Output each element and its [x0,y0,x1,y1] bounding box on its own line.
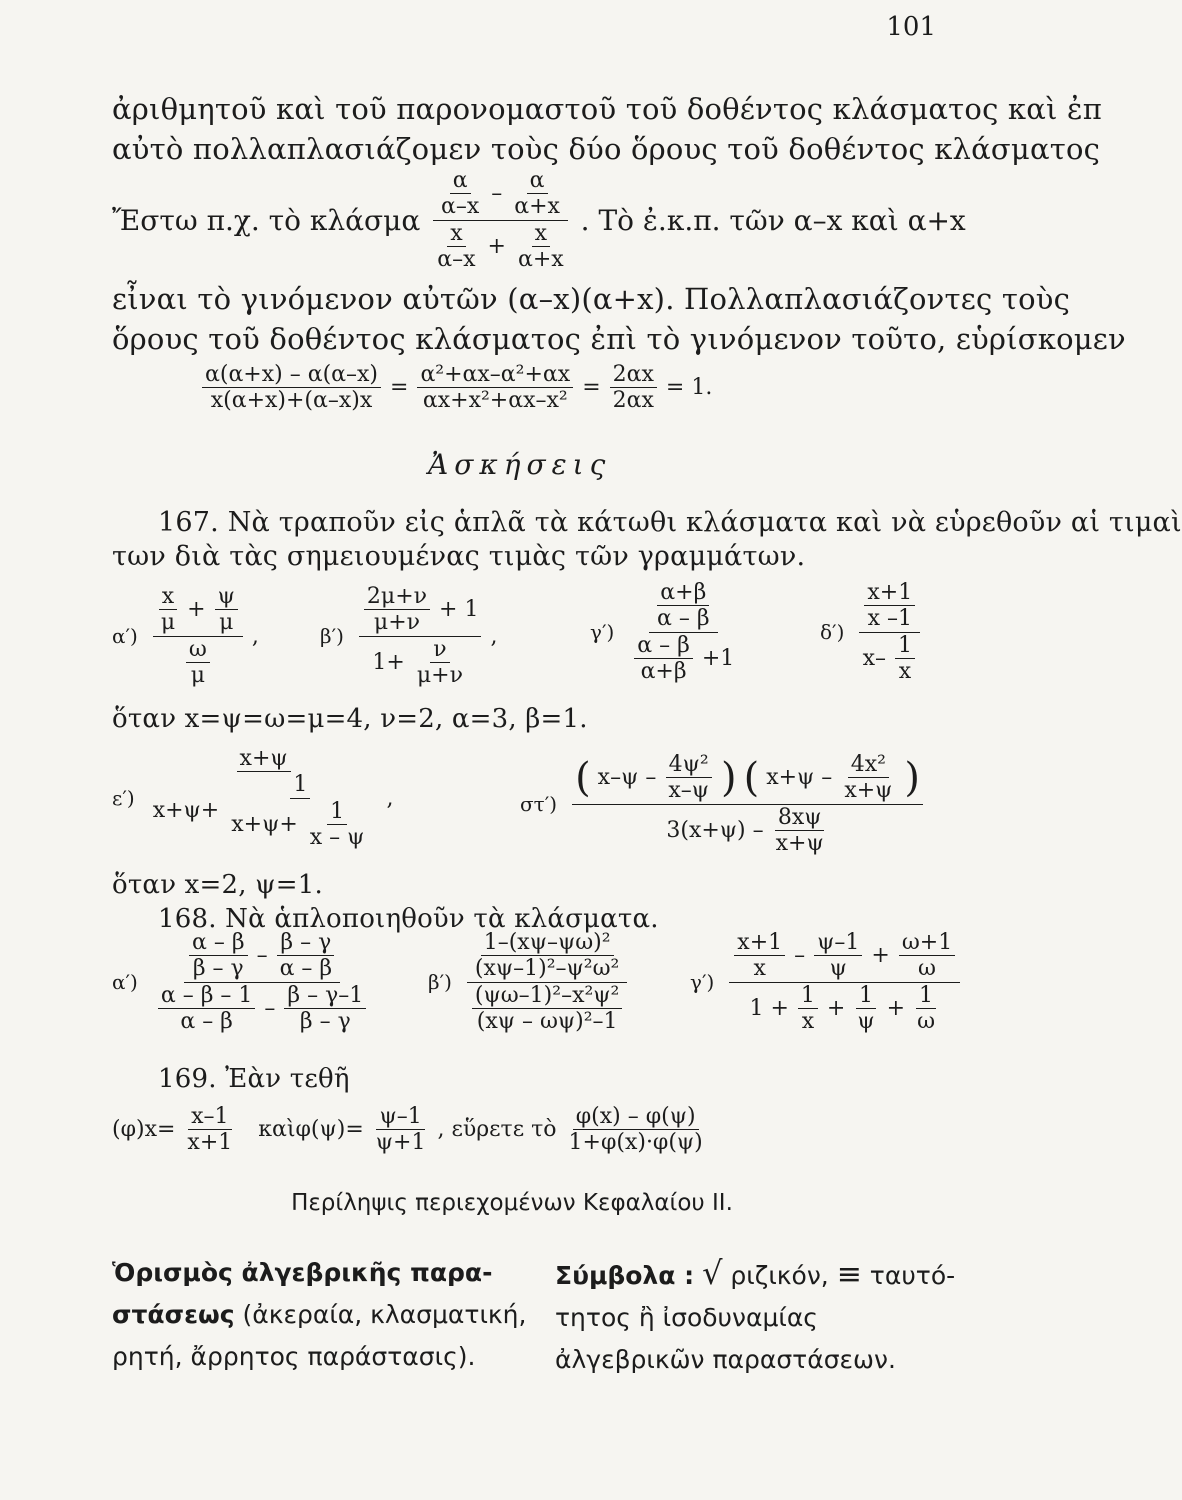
ex167-b: β′) $\frac{2\mu+\nu}{\mu+\nu}$ + 1 1+ $\frac{\nu}{\mu+\nu}$ , [320,584,498,688]
ex168-c: γ′) $\frac{x+1}{x}$ – $\frac{\psi-1}{\psi}$ + $\frac{\omega+1}{\omega}$ 1 + $\frac{1}{x}$ + $\frac{1}{\psi}$ + $\frac{1}{\omega}$ [690,930,962,1034]
summary-right: Σύμβολα : √ ριζικόν, ≡ ταυτό-τητος ἢ ἰσοδυναμίας ἀλγεβρικῶν παραστάσεων. [555,1254,956,1374]
ex167-f: στ′) ( x–ψ – $\frac{\text{4ψ²}}{x-\psi}$ ) ( x+ψ – $\frac{\text{4x²}}{x+\psi}$ ) 3(x+ψ) – $\frac{8x\psi}{x+\psi}$ [520,752,925,856]
ex167-a: α′) $\frac{x}{\mu}$ + $\frac{\psi}{\mu}$ $\frac{\omega}{\mu}$ , [112,584,259,688]
summary-left [112,1252,532,1378]
ex167-when-2: ὅταν x=2, ψ=1. [112,870,323,900]
example-equation: $\frac{\alpha(\alpha+x) - \alpha(\alpha-x)}{x(\alpha+x)+(\alpha-x)x}$ = $\frac{\text{α²+αx–α²+αx}}{\text{αx+x²+αx–x²}}$ = $\frac{2\alpha x}{2\alpha x}$ = 1. [200,362,712,414]
ex167-e: ε′) x+ψ x+ψ+ 1 x+ψ+ $\frac{1}{x - \psi}$ , [112,746,394,850]
text-line-2: αὐτὸ πολλαπλασιάζομεν τοὺς δύο ὅρους τοῦ δοθέντος κλάσματος [112,132,1101,166]
text-line-5: ὅρους τοῦ δοθέντος κλάσματος ἐπὶ τὸ γινόμενον τοῦτο, εὑρίσκομεν [112,322,1126,356]
text-line-1: ἀριθμητοῦ καὶ τοῦ παρονομαστοῦ τοῦ δοθέντος κλάσματος καὶ ἐπ [112,92,1103,126]
root-symbol: √ [702,1254,723,1292]
ex167-d: δ′) $\frac{x+1}{x -1}$ x– $\frac{1}{x}$ [820,580,922,684]
ex168-line-1: 168. Νὰ ἁπλοποιηθοῦν τὰ κλάσματα. [158,904,659,934]
ex167-line-1: 167. Νὰ τραποῦν εἰς ἁπλᾶ τὰ κάτωθι κλάσματα καὶ νὰ εὑρεθοῦν αἱ τιμαὶ [158,507,1182,538]
text-line-3-prefix: Ἔστω π.χ. τὸ κλάσμα [112,203,421,237]
complex-fraction [429,168,571,272]
text-line-4: εἶναι τὸ γινόμενον αὐτῶν (α–x)(α+x). Πολλαπλασιάζοντες τοὺς [112,282,1071,316]
summary-title: Περίληψις περιεχομένων Κεφαλαίου ΙΙ. [291,1190,733,1216]
example-fraction-line [112,168,966,272]
page-number: 101 [886,12,936,42]
ex167-when-1: ὅταν x=ψ=ω=μ=4, ν=2, α=3, β=1. [112,704,588,734]
complex-fraction-numerator: $\frac{\alpha}{\alpha-x}$ – $\frac{\alpha}{\alpha+x}$ [433,168,568,221]
ex169-line-1: 169. Ἐὰν τεθῆ [158,1064,350,1094]
ex169-formula: (φ)x= $\frac{x-1}{x+1}$ καὶφ(ψ)= $\frac{\psi-1}{\psi+1}$ , εὕρετε τὸ $\frac{\varphi(x) - \varphi(\psi)}{1+\varphi(x)\cdot\varphi(\psi)}$ [112,1104,703,1156]
summary-right-bold: Σύμβολα : [555,1261,695,1290]
equiv-symbol: ≡ [836,1257,862,1292]
summary-left-bold: Ὁρισμὸς ἀλγεβρικῆς παρα-στάσεως [112,1258,493,1329]
ex167-c: γ′) $\frac{\alpha+\beta}{\alpha - \beta}$ $\frac{\alpha - \beta}{\alpha+\beta}$ +1 [590,580,735,684]
text-line-3-suffix: . Τὸ ἐ.κ.π. τῶν α–x καὶ α+x [580,203,966,237]
exercises-heading: Ἀσκήσεις [428,448,612,481]
ex167-line-2: των διὰ τὰς σημειουμένας τιμὰς τῶν γραμμάτων. [112,541,806,572]
summary-left-rest: (ἀκεραία, κλασματική, ρητή, ἄρρητος παράστασις). [112,1300,527,1371]
ex168-b: β′) $\frac{\frac{\text{1–(xψ–ψω)²}}{\text{(xψ–1)²–ψ²ω²}}}{\frac{\text{(ψω–1)²–x²ψ²}}{\text{(xψ – ωψ)²–1}}}$ [428,930,629,1034]
complex-fraction-denominator: $\frac{x}{\alpha-x}$ + $\frac{x}{\alpha+x}$ [437,220,564,272]
ex168-a: α′) $\frac{\alpha - \beta}{\beta - \gamma}$ – $\frac{\beta - \gamma}{\alpha - \beta}$ $\frac{\alpha - \beta - 1}{\alpha - \beta}$ – $\frac{\beta - \gamma-1}{\beta - \gamma}$ [112,930,373,1034]
